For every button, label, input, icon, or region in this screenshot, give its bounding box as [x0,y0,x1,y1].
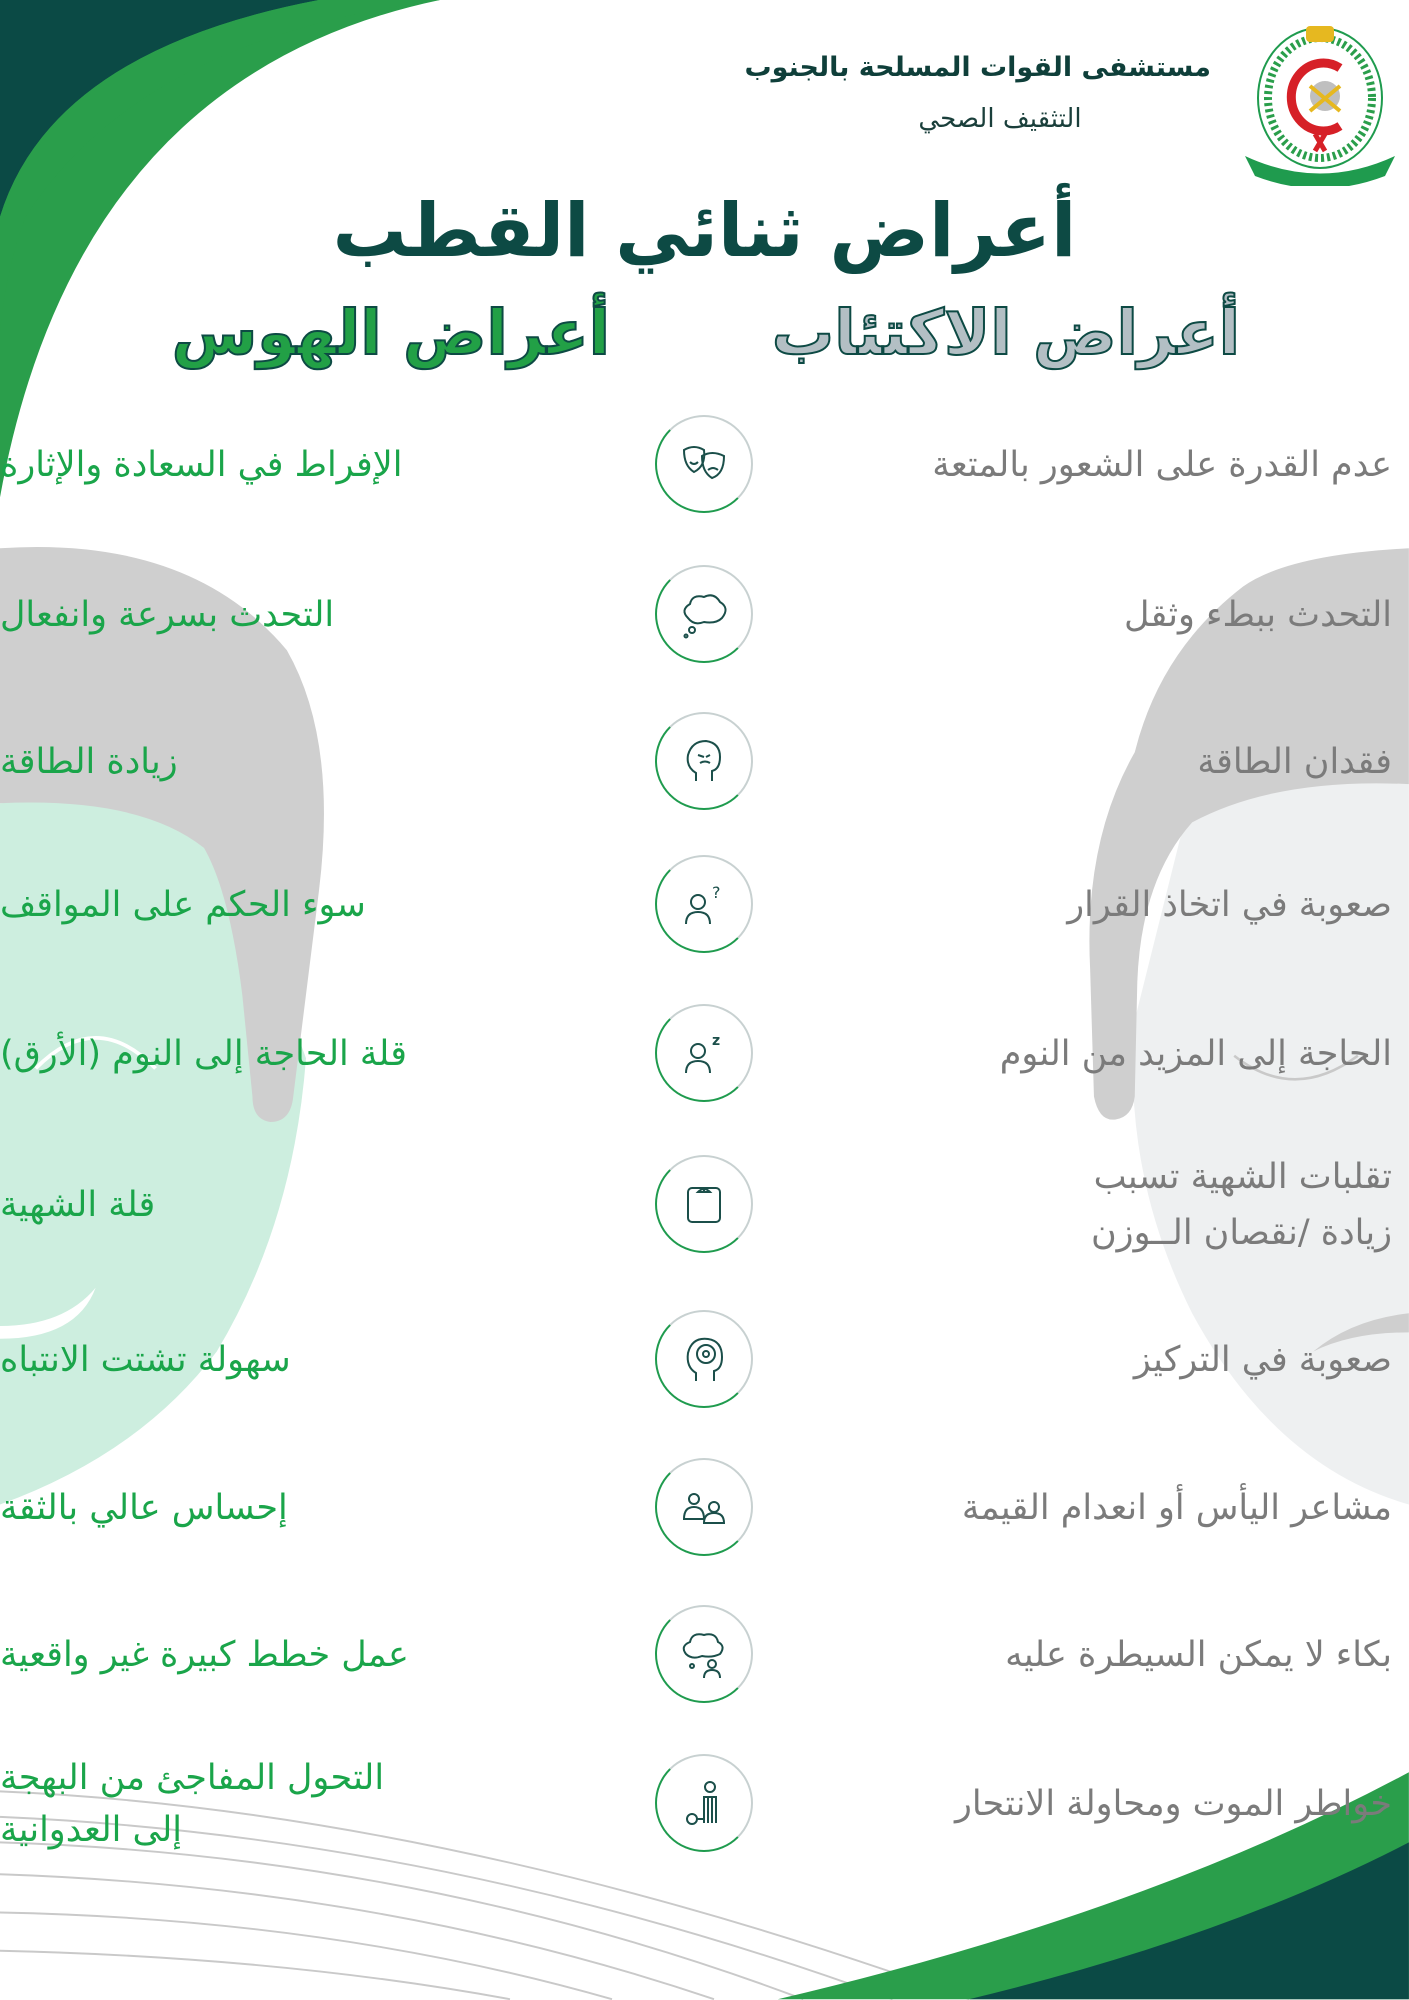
depression-text: عدم القدرة على الشعور بالمتعة [932,445,1392,485]
depression-symptom [772,1458,1392,1558]
depression-symptom [772,1605,1392,1705]
depression-symptom [772,415,1392,515]
depression-heading: أعراض الاكتئاب [771,296,1240,369]
weight-scale-icon [655,1155,753,1253]
mania-symptom [0,1605,637,1705]
symptom-row [0,1310,1409,1410]
symptom-row [0,712,1409,812]
depression-text: التحدث ببطء وثقل [1124,595,1392,635]
depression-symptom [772,1004,1392,1104]
symptom-row [0,415,1409,515]
thought-bubble-icon [655,565,753,663]
symptom-row [0,1458,1409,1558]
mania-text: إلى العدوانية [0,1810,183,1850]
mania-text: التحدث بسرعة وانفعال [0,594,335,635]
depression-text: صعوبة في التركيز [1133,1340,1392,1380]
svg-text:?: ? [712,883,721,902]
depression-text: الحاجة إلى المزيد من النوم [999,1034,1392,1074]
hospital-name: مستشفى القوات المسلحة بالجنوب [744,52,1211,83]
people-icon [655,1458,753,1556]
cloud-person-icon [655,1605,753,1703]
depression-symptom [772,1155,1392,1255]
depression-text: بكاء لا يمكن السيطرة عليه [1005,1635,1392,1675]
person-cane-icon [655,1754,753,1852]
symptom-row [0,1605,1409,1705]
symptom-row [0,565,1409,665]
depression-text: مشاعر اليأس أو انعدام القيمة [961,1488,1392,1528]
symptom-row [0,1004,1409,1104]
person-sleep-icon [655,1004,753,1102]
depression-symptom [772,712,1392,812]
mania-text: إحساس عالي بالثقة [0,1487,288,1528]
mania-text: عمل خطط كبيرة غير واقعية [0,1634,409,1675]
mania-symptom [0,1155,637,1255]
mania-symptom [0,1310,637,1410]
mania-symptom [0,855,637,955]
svg-text:z: z [712,1033,721,1049]
mania-text: سهولة تشتت الانتباه [0,1339,291,1380]
person-question-icon [655,855,753,953]
mania-symptom [0,712,637,812]
mania-symptom [0,415,637,515]
mania-symptom [0,1458,637,1558]
depression-symptom [772,855,1392,955]
depression-symptom [772,1754,1392,1854]
mania-text: زيادة الطاقة [0,741,178,782]
department-name: التثقيف الصحي [918,104,1082,134]
mania-text: قلة الحاجة إلى النوم (الأرق) [0,1033,407,1074]
depression-symptom [772,1310,1392,1410]
mania-symptom [0,1004,637,1104]
mania-heading: أعراض الهوس [171,296,610,369]
brain-head-icon [655,1310,753,1408]
depression-text: زيادة /نقصان الــوزن [1090,1213,1392,1253]
depression-symptom [772,565,1392,665]
mania-symptom [0,565,637,665]
depression-text: خواطر الموت ومحاولة الانتحار [954,1784,1392,1824]
mania-symptom [0,1754,637,1854]
armed-forces-health-logo [1240,16,1400,186]
tired-head-icon [655,712,753,810]
mania-text: الإفراط في السعادة والإثارة [0,444,403,485]
mania-text: سوء الحكم على المواقف [0,884,366,925]
depression-text: تقلبات الشهية تسبب [1093,1157,1392,1197]
masks-icon [655,415,753,513]
depression-text: فقدان الطاقة [1197,742,1392,782]
page-title: أعراض ثنائي القطب [332,188,1077,274]
mania-text: قلة الشهية [0,1184,156,1225]
depression-text: صعوبة في اتخاذ القرار [1067,885,1392,925]
symptom-row [0,1754,1409,1854]
symptom-row [0,1155,1409,1255]
symptom-row [0,855,1409,955]
mania-text: التحول المفاجئ من البهجة [0,1757,385,1798]
